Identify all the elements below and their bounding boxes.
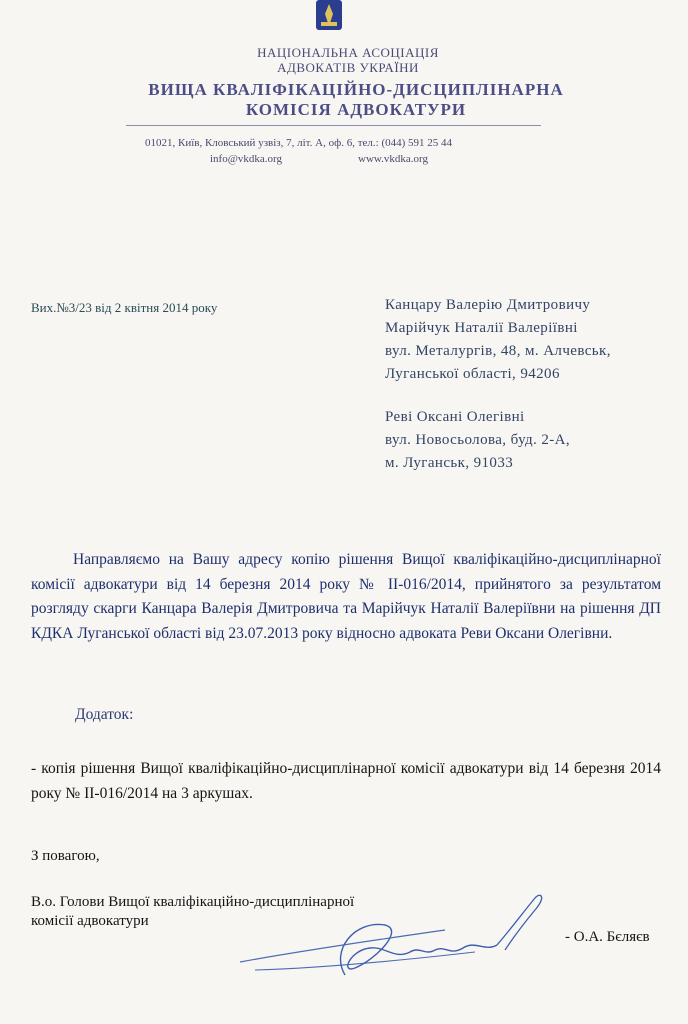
commission-name-line2: КОМІСІЯ АДВОКАТУРИ xyxy=(245,100,467,119)
recipient-line: м. Луганськ, 91033 xyxy=(385,455,514,471)
recipient-block-2 xyxy=(385,406,570,475)
recipient-line: Марійчук Наталії Валеріївні xyxy=(385,320,578,336)
signatory-title-line2: комісії адвокатури xyxy=(31,913,149,929)
commission-name-line1: ВИЩА КВАЛІФІКАЦІЙНО-ДИСЦИПЛІНАРНА xyxy=(148,80,564,99)
body-paragraph xyxy=(31,548,661,646)
signer-name: - О.А. Бєляєв xyxy=(565,929,650,945)
handwritten-signature xyxy=(235,890,565,1000)
association-name-line1: НАЦІОНАЛЬНА АСОЦІАЦІЯ xyxy=(257,45,439,60)
recipient-block-1 xyxy=(385,294,611,386)
recipient-line: Реві Оксані Олегівні xyxy=(385,409,525,425)
coat-of-arms-icon xyxy=(311,0,347,36)
appendix-item: - копія рішення Вищої кваліфікаційно-дисциплінарної комісії адвокатури від 14 березня 2014 року № ІІ-016/2014 на 3 аркушах. xyxy=(31,760,661,802)
recipient-line: Луганської області, 94206 xyxy=(385,366,560,382)
recipient-line: Канцару Валерію Дмитровичу xyxy=(385,297,591,313)
letterhead-email: info@vkdka.org xyxy=(210,153,282,165)
recipient-line: вул. Металургів, 48, м. Алчевськ, xyxy=(385,343,611,359)
letterhead-website: www.vkdka.org xyxy=(358,153,428,165)
signatory-title-line1: В.о. Голови Вищої кваліфікаційно-дисциплінарної xyxy=(31,894,355,910)
appendix-label: Додаток: xyxy=(75,706,134,723)
closing-regards: З повагою, xyxy=(31,848,100,864)
letterhead-divider xyxy=(126,125,541,126)
body-paragraph-text: Направляємо на Вашу адресу копію рішення Вищої кваліфікаційно-дисциплінарної комісії адвокатури від 14 березня 2014 року № ІІ-016/2014, прийнятого за результатом розгляду скарги Канцара Валерія Дмитровича та Марійчук Наталії Валеріївни на рішення ДП КДКА Луганської області від 23.07.2013 року відносно адвоката Реви Оксани Олегівни. xyxy=(31,551,661,642)
association-name-line2: АДВОКАТІВ УКРАЇНИ xyxy=(277,60,419,75)
recipient-line: вул. Новосьолова, буд. 2-А, xyxy=(385,432,571,448)
outgoing-number: Вих.№3/23 від 2 квітня 2014 року xyxy=(31,300,218,315)
letterhead-address: 01021, Київ, Кловський узвіз, 7, літ. А, оф. 6, тел.: (044) 591 25 44 xyxy=(145,137,453,149)
